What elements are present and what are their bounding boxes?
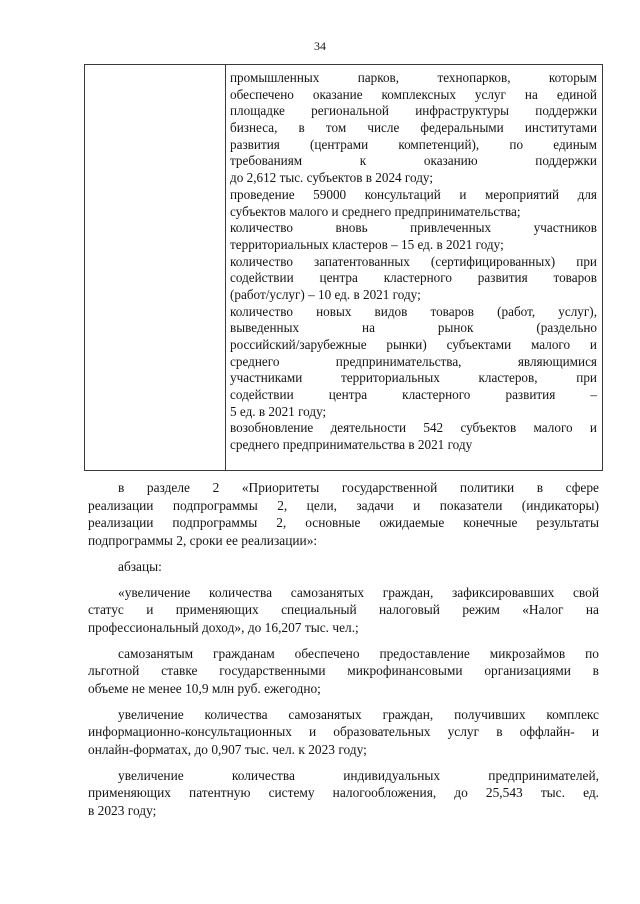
- table-text-line: проведение 59000 консультаций и мероприятий для: [230, 186, 597, 202]
- paragraph-gap: [88, 636, 599, 644]
- table-text-line: среднего предпринимательства, являющимися: [230, 353, 597, 369]
- paragraph-line: увеличение количества индивидуальных предпринимателей,: [118, 767, 599, 783]
- paragraph-line: «увеличение количества самозанятых граждан, зафиксировавших свой: [118, 584, 599, 600]
- paragraph-line: онлайн-форматах, до 0,907 тыс. чел. к 2023 году;: [88, 741, 367, 757]
- table-text-line: содействии центра кластерного развития товаров: [230, 270, 597, 286]
- table-text-line: российский/зарубежные рынки) субъектами малого и: [230, 337, 597, 352]
- table-text-line: требованиям к оказанию поддержки: [230, 153, 597, 169]
- table-right-cell: [230, 70, 597, 454]
- paragraph-line: информационно-консультационных и образовательных услуг в оффлайн- и: [88, 724, 599, 740]
- table-text-line: выведенных на рынок (раздельно: [230, 320, 597, 336]
- paragraph-line: реализации подпрограммы 2, основные ожидаемые конечные результаты: [88, 515, 599, 531]
- paragraph-gap: [88, 575, 599, 583]
- paragraph: [88, 706, 599, 759]
- table-text-line: промышленных парков, технопарков, которым: [230, 70, 597, 85]
- table-text-line: количество запатентованных (сертифицированных) при: [230, 253, 597, 269]
- table-text-line: (работ/услуг) – 10 ед. в 2021 году;: [230, 286, 421, 302]
- paragraph-line: подпрограммы 2, сроки ее реализации»:: [88, 532, 318, 548]
- paragraph-gap: [88, 549, 599, 557]
- table-text-line: количество вновь привлеченных участников: [230, 220, 597, 236]
- table-text-line: возобновление деятельности 542 субъектов малого и: [230, 420, 597, 436]
- table-text-line: площадке региональной инфраструктуры поддержки: [230, 103, 597, 119]
- table-text-line: участниками территориальных кластеров, при: [230, 370, 597, 386]
- table-text-line: среднего предпринимательства в 2021 году: [230, 437, 473, 453]
- paragraph-line: профессиональный доход», до 16,207 тыс. чел.;: [88, 619, 359, 635]
- paragraph: [88, 558, 599, 576]
- table-text-line: обеспечено оказание комплексных услуг на единой: [230, 86, 597, 102]
- paragraph-line: льготной ставке государственными микрофинансовыми организациями в: [88, 663, 599, 679]
- paragraph: [88, 767, 599, 820]
- paragraph-gap: [88, 759, 599, 767]
- paragraph-line: в 2023 году;: [88, 802, 157, 818]
- table-text-line: до 2,612 тыс. субъектов в 2024 году;: [230, 170, 434, 186]
- table-text-line: территориальных кластеров – 15 ед. в 2021 году;: [230, 236, 504, 252]
- indicators-table: [84, 64, 603, 471]
- paragraph-gap: [88, 697, 599, 705]
- paragraph-line: самозанятым гражданам обеспечено предоставление микрозаймов по: [118, 645, 599, 661]
- paragraph: [88, 584, 599, 637]
- page-number: 34: [314, 39, 326, 53]
- paragraph-line: абзацы:: [118, 558, 162, 574]
- table-text-line: количество новых видов товаров (работ, услуг),: [230, 303, 597, 319]
- paragraph-line: объеме не менее 10,9 млн руб. ежегодно;: [88, 680, 321, 696]
- table-text-line: содействии центра кластерного развития –: [230, 387, 597, 403]
- paragraph: [88, 645, 599, 698]
- paragraph-line: увеличение количества самозанятых граждан, получивших комплекс: [118, 706, 599, 722]
- table-text-line: субъектов малого и среднего предпринимательства;: [230, 203, 521, 219]
- table-text-line: 5 ед. в 2021 году;: [230, 403, 327, 419]
- table-left-cell: [85, 65, 226, 470]
- table-text-line: развития (центрами компетенций), по единым: [230, 136, 597, 152]
- paragraph-line: применяющих патентную систему налогообложения, до 25,543 тыс. ед.: [88, 785, 599, 801]
- paragraph-line: статус и применяющих специальный налоговый режим «Налог на: [88, 602, 599, 618]
- paragraph-line: реализации подпрограммы 2, цели, задачи и показатели (индикаторы): [88, 497, 599, 513]
- body-text: [88, 479, 599, 820]
- paragraph-line: в разделе 2 «Приоритеты государственной политики в сфере: [118, 480, 599, 495]
- paragraph: [88, 479, 599, 549]
- table-text-line: бизнеса, в том числе федеральными институтами: [230, 120, 597, 136]
